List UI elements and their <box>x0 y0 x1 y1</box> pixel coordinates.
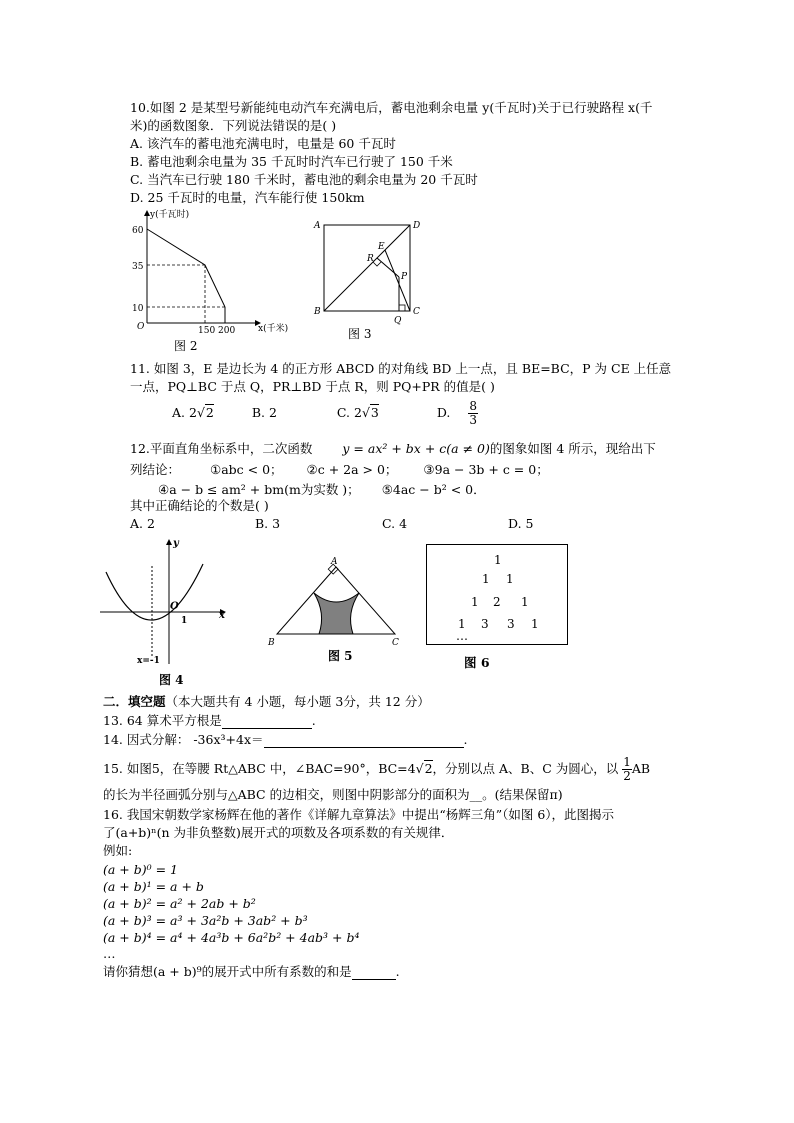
figure-3-caption: 图 3 <box>348 327 372 341</box>
pascal-dots: … <box>456 629 468 643</box>
svg-text:y: y <box>173 538 179 549</box>
figure-4-parabola <box>98 536 233 691</box>
tick-200: 200 <box>218 326 236 336</box>
q12-line4: 其中正确结论的个数是( ) <box>130 498 269 513</box>
shaded-region <box>314 593 359 634</box>
figure-2-graph <box>128 205 308 355</box>
svg-text:B: B <box>268 638 275 648</box>
svg-text:x: x <box>219 610 225 621</box>
svg-text:Q: Q <box>394 316 402 326</box>
q11-line2: 一点，PQ⊥BC 于点 Q，PR⊥BD 于点 R，则 PQ+PR 的值是( ) <box>130 379 495 394</box>
svg-text:P: P <box>401 272 408 282</box>
q12-option-a: A. 2 <box>130 516 155 531</box>
q10-line2: 米)的函数图象．下列说法错误的是( ) <box>130 118 337 133</box>
q12-option-b: B. 3 <box>255 516 281 531</box>
q16-line3: 例如: <box>103 843 133 858</box>
svg-text:C: C <box>413 307 420 317</box>
figure-4-caption: 图 4 <box>159 673 184 687</box>
tick-10: 10 <box>132 304 144 314</box>
figure-2-caption: 图 2 <box>174 339 198 353</box>
svg-text:E: E <box>378 242 385 252</box>
q13-blank[interactable] <box>222 714 312 729</box>
origin-label: O <box>137 322 145 332</box>
q14: 14. 因式分解： -36x³+4x＝ . <box>103 732 468 747</box>
figure-3-square <box>312 215 432 345</box>
q10-option-a: A. 该汽车的蓄电池充满电时，电量是 60 千瓦时 <box>130 136 396 151</box>
svg-text:D: D <box>413 221 421 231</box>
pascal-r3-3: 1 <box>521 595 529 609</box>
q16-expansion-0: (a + b)⁰ = 1 <box>103 862 179 877</box>
q16-expansion-3: (a + b)³ = a³ + 3a²b + 3ab² + b³ <box>103 913 308 928</box>
q10-option-c: C. 当汽车已行驶 180 千米时，蓄电池的剩余电量为 20 千瓦时 <box>130 172 478 187</box>
tick-35: 35 <box>132 262 144 272</box>
svg-text:1: 1 <box>181 616 188 626</box>
section-2-heading: 二．填空题（本大题共有 4 小题，每小题 3分，共 12 分） <box>103 694 430 709</box>
x-label: x(千米) <box>258 324 289 334</box>
svg-text:C: C <box>392 638 399 648</box>
pascal-r2-1: 1 <box>482 572 490 586</box>
q12-option-d: D. 5 <box>508 516 534 531</box>
q16-expansion-2: (a + b)² = a² + 2ab + b² <box>103 896 256 911</box>
svg-text:A: A <box>314 221 321 231</box>
q16-question: 请你猜想(a + b)⁹的展开式中所有系数的和是 . <box>103 964 400 979</box>
figure-6-box <box>426 544 568 645</box>
tick-60: 60 <box>132 226 144 236</box>
figure-6-caption: 图 6 <box>464 655 490 670</box>
q10-line1: 10.如图 2 是某型号新能纯电动汽车充满电后，蓄电池剩余电量 y(千瓦时)关于已行驶路程 x(千 <box>130 100 653 115</box>
pascal-r3-2: 2 <box>493 595 501 609</box>
pascal-r3-1: 1 <box>471 595 479 609</box>
q10-option-d: D. 25 千瓦时的电量，汽车能行使 150km <box>130 190 365 205</box>
q16-blank[interactable] <box>352 965 396 980</box>
q15-line1: 15. 如图5，在等腰 Rt△ABC 中，∠BAC=90°，BC=4√2，分别以点 A、B、C 为圆心，以 $\frac{1}{2}$ AB <box>103 755 651 783</box>
figure-5-caption: 图 5 <box>328 649 353 663</box>
pascal-r4-3: 3 <box>507 617 515 631</box>
svg-text:R: R <box>367 254 374 264</box>
diagonal-bd <box>324 225 410 311</box>
pascal-r2-2: 1 <box>506 572 514 586</box>
battery-line <box>147 229 225 307</box>
q16-dots: … <box>103 946 116 961</box>
pascal-r1-1: 1 <box>494 553 502 567</box>
q12-line3: ④a − b ≤ am² + bm(m为实数 )； ⑤4ac − b² < 0． <box>158 482 486 497</box>
q10-option-b: B. 蓄电池剩余电量为 35 千瓦时时汽车已行驶了 150 千米 <box>130 154 453 169</box>
q14-blank[interactable] <box>264 733 464 748</box>
q13: 13. 64 算术平方根是 . <box>103 713 316 728</box>
q16-line1: 16. 我国宋朝数学家杨辉在他的著作《详解九章算法》中提出“杨辉三角”（如图 6），此图揭示 <box>103 807 615 822</box>
svg-text:O: O <box>170 601 179 612</box>
pascal-r4-4: 1 <box>531 617 539 631</box>
svg-text:x=-1: x=-1 <box>137 656 160 666</box>
q11-line1: 11. 如图 3，E 是边长为 4 的正方形 ABCD 的对角线 BD 上一点，且 BE=BC，P 为 CE 上任意 <box>130 361 672 376</box>
q12-line1: 12.平面直角坐标系中，二次函数 y = ax² + bx + c(a ≠ 0)的图象如图 4 所示，现给出下 <box>130 441 656 456</box>
q12-line2: 列结论： ①abc < 0； ②c + 2a > 0； ③9a − 3b + c = 0； <box>130 462 549 477</box>
q16-expansion-1: (a + b)¹ = a + b <box>103 879 204 894</box>
svg-text:B: B <box>314 307 321 317</box>
pascal-r4-1: 1 <box>458 617 466 631</box>
y-label: y(千瓦时) <box>150 210 190 220</box>
svg-text:A: A <box>331 557 338 567</box>
q12-option-c: C. 4 <box>382 516 408 531</box>
figure-5-triangle <box>265 555 410 667</box>
q11-options: A. 2√2 B. 2 C. 2√3 D. $\frac{8}{3}$ <box>172 399 478 427</box>
segment-pr <box>377 258 399 277</box>
q15-line2: 的长为半径画弧分别与△ABC 的边相交，则图中阴影部分的面积为__。(结果保留π) <box>103 787 563 802</box>
pascal-r4-2: 3 <box>481 617 489 631</box>
q16-expansion-4: (a + b)⁴ = a⁴ + 4a³b + 6a²b² + 4ab³ + b⁴ <box>103 930 360 945</box>
q16-line2: 了(a+b)ⁿ(n 为非负整数)展开式的项数及各项系数的有关规律． <box>103 825 454 840</box>
tick-150: 150 <box>198 326 216 336</box>
